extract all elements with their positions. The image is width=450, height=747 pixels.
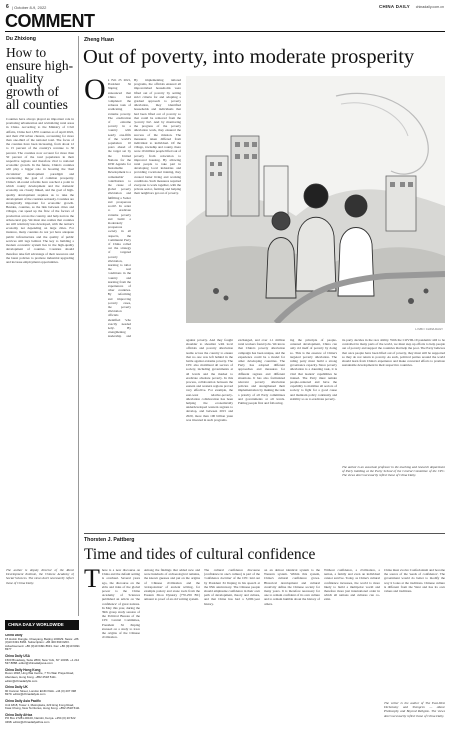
main-article-col-3: against poverty. And they fought shoulder to shoulder with local officials and poverty alleviation teams across the country to ensure that no one was left behind in the battle against extreme poverty. The CPC also mobilized all sectors of society, including governments at all levels and the market to eradicate absolute poverty. In this process, collaboration between the eastern and western regions proved very effective. For example, the east-west relative-poverty-alleviation collaboration has been helping the economically underdeveloped western regions to develop, and between 2015 and 2020, more than 100 billion yuan was invested in such programs.	[186, 338, 233, 422]
footer-brand: CHINA DAILY WORLDWIDE	[8, 622, 64, 627]
office-name: China Daily Asia Pacific	[5, 698, 42, 703]
paper-name: CHINA DAILY	[378, 4, 410, 9]
office-text: 15 Huixin Dongjie, Chaoyang, Beijing 100029. News: +86 (0)10 6491 8366. Subscription: +86 400 699 0203. Advertisement: +86 (0)10 6491 8631. Fax: +86 (0)10 6491 8377	[5, 636, 80, 652]
office-name: China Daily Hong Kong	[5, 667, 41, 672]
footer-office	[5, 655, 80, 666]
section-title: COMMENT	[5, 11, 95, 31]
second-article-bio: The writer is the author of The East-West Dichotomy and Shengren — Above Philosophy and Beyond Religion. The views don't necessarily reflect those of China Daily.	[384, 701, 445, 718]
footer-banner	[5, 620, 79, 630]
left-article-author: Du Zhixiong	[6, 36, 36, 42]
second-article-col-4: on an almost identical system to the Western system. Within this system, China's cultural confidence grows. Historical development and cultural creativity define the Chinese society for many years. It is therefore necessary for one to remain confident of its own culture and to remain humble about the history of others.	[264, 568, 320, 606]
second-article-text-6: China must evolve Confucianism and become the source of the 'seeds of confidence'. The government would do better to modify the way it looks at the traditions. Chinese culture is different from the West and has its own values and traditions.	[384, 568, 445, 594]
office-name: China Daily Africa	[5, 712, 33, 717]
second-article-col-5: Without confidence, a civilization, a nation, a family and even an individual cannot survive. Today, as China's cultural confidence increases, the world is more likely to build a multipolar world and therefore more just international order in which all nations and cultures can co-exist.	[324, 568, 380, 602]
main-article-dropcap: O	[84, 78, 106, 106]
main-article-col-1b	[84, 338, 181, 521]
office-text: 1500 Broadway, Suite 2800, New York, NY 10036. +1 212 537 8888. editor@chinadailyusa.com	[5, 657, 80, 666]
left-article-headline: How to ensure high-quality growth of all counties	[6, 45, 74, 112]
second-article-col-3: The cultural confidence discourse (confidence in one's culture) is part of the 'confidence doctrine' of the CPC laid out by President Xi Jinping in his speech at the 95th anniversary. The Chinese people should emphasize confidence in their own path of development, theory and culture, and that China has had a 5,000-year history.	[204, 568, 260, 606]
main-article-col-5: ing the principle of people-centered development, China can only rid itself of poverty by doing so. This is the essence of China's targeted poverty alleviation. The ruling party must build a strong governance capacity. Since poverty alleviation is a daunting task, it is vital that leaders' capabilities be trained. The Party must remain people-centered and have the capability to mobilize all sectors of society to fight for a good cause and maintain policy continuity and stability so as to eradicate poverty.	[290, 338, 337, 401]
masthead-date: | October 8-9, 2022	[12, 4, 47, 10]
left-article	[6, 36, 74, 614]
second-article-rule	[84, 533, 445, 534]
second-article-headline: Time and tides of cultural confidence	[84, 546, 316, 563]
main-article-col-4: exchanged, and over 1.1 million rural workers found jobs. We know that China's poverty alleviation campaign has been unique, and the experience could be a model for other developing countries. The Party has adopted different approaches and measures for different regions and different situations. It has also formulated relevant poverty alleviation policies and strengthened their implementation by making the task a priority of all Party committees and governments at all levels. Putting people first and following.	[238, 338, 285, 406]
footer-office	[5, 714, 80, 725]
office-text: 90 Cannon Street, London EC4N 6HA. +44 (0) 207 398 8270. editor@chinadailyuk.com	[5, 688, 76, 697]
second-article-col-6	[384, 568, 445, 743]
page-number: 6	[6, 4, 9, 10]
footer-office	[5, 634, 80, 652]
left-article-body: Counties have always played an important role in promoting urbanization and revitalizing rural areas in China. According to the Ministry of Civil Affairs, China had 1,870 counties as of April 2022, and their 250 urban clusters, accounting for more than one-third of the national total. The focus of the counties have been increasing, from about 12 to 15 percent of the country's revenue to 30 percent. The counties now account for more than 50 percent of the total population in their respective regions and therefore vital to national economic growth. In the future, China's counties will play a bigger role in boosting the 'dual circulation' development paradigm and accelerating the goal of common prosperity. China's all-round reforms have reached a point in which county development and the domestic economy are closely linked, and the goal of high-quality development requires us to take the development of the counties seriously. Counties are strategically important for economic growth. Besides, counties, as the link between cities and villages, can speed up the flow of the factors of production across the country, and help narrow the urban-rural gap. We must also realize that counties are still relatively less developed, with the nation's economy not depending on large cities. For instance, many counties do not yet have adequate public infrastructure and the quality of public services still lags behind. The key to building a modern economic system lies in the high-quality development of counties. Counties should therefore take full advantage of their resources and the latest policies to promote industrial upgrading and increase employment opportunities.	[6, 117, 74, 264]
second-article-col-1	[84, 568, 140, 743]
main-article-col-2: By implementing tailored programs, the officials ensured all impoverished households were lifted out of poverty by setting strict criteria for and adopting a gradual approach to poverty alleviation, they identified households and individuals that had been lifted out of poverty so that could be removed from the 'poverty list'. And by monitoring the progress of the poverty alleviation work, they ensured the success of the mission. The measures taken differed from individual to individual. Of the village, township and county, there were 10 million people lifted out of poverty from relocation to improved housing. By allowing rural people to take part in developing local industries and providing vocational training, they created better living and working conditions. Such measures required everyone to work together, with the private sector, farming and helping their neighbors get out of poverty.	[134, 78, 181, 196]
office-text: PO Box 27281-00100, Nairobi, Kenya. +254 (0) 20 522 3498. editor@chinadailyafrica.com	[5, 716, 76, 724]
main-article-text-1: n Feb 25 2021, President Xi Jinping announced that China had completed the arduous task of eradicating extreme poverty. The eradication of extreme poverty in a country with nearly one-fifth of the world's population 10 years ahead of the target set by the United Nations for the 2030 Agenda for Sustainable Development is a 'remarkable' contribution to the cause of global poverty alleviation and fulfilling a 'better and prosperous world'. In order to eradicate extreme poverty and build a moderately prosperous society in all respects, the Communist Party of China rolled out the strategy of targeted poverty alleviation, learning to tailor the real conditions in the country and learning from the experiences of other countries. By reforming and improving poverty cases, the poverty alleviation officials identified 'who exactly needed help'. By strengthening leadership and	[107, 78, 131, 338]
second-article-author: Thorsten J. Pattberg	[84, 537, 135, 543]
masthead-url[interactable]: chinadaily.com.cn	[415, 4, 444, 9]
second-article-col-2: Among the findings that added new and were hundreds of archaeological remains, the known guesses and put on the origins of Chinese civilization and the 'extrapolation' of ancient writing, for example pottery and stone tools from the Eastern Zhou Dynasty (770-256 BC) amount to proof of an old writing system.	[144, 568, 200, 602]
footer-office	[5, 700, 80, 711]
column-divider	[78, 36, 79, 616]
footer-office	[5, 686, 80, 697]
footer-offices	[5, 634, 80, 742]
office-text: Unit 1818, Tower 1, Metroplaza, 223 Hing Fong Road, Kwai Chung, New Territories, Hong Kong. +852 2518 5111	[5, 702, 80, 711]
office-name: China Daily USA	[5, 653, 30, 658]
section-rule	[5, 31, 445, 32]
main-article-col-6	[342, 338, 445, 521]
second-article-dropcap: T	[84, 568, 100, 593]
main-article-author: Zheng Huan	[84, 37, 114, 43]
illustration-credit: LI MIN / CHINA DAILY	[415, 327, 443, 331]
village-illustration	[186, 76, 445, 323]
footer-office	[5, 669, 80, 683]
office-name: China Daily UK	[5, 685, 28, 690]
left-article-bio: The author is deputy director of the Rural Development Institute, the Chinese Academy of Social Sciences. The views don't necessarily reflect those of China Daily.	[6, 568, 74, 585]
office-text: Room 1818, Hing Wai Centre, 7 Tin Wan Praya Road, Aberdeen, Hong Kong. +852 2518 5111. editor@chinadailyhk.com	[5, 671, 75, 683]
main-article-text-6: tia party decides in the race ability. With the COVID-19 pandemic still to be controlled in many parts of the world, we must step up efforts to help people out of poverty and support the countries that help the poor. The Party believes that once people have been lifted out of poverty, they must still be supported so they do not return to poverty. As such, political parties around the world should learn from China's experience and make concerted efforts to promote sustainable development in their respective countries.	[342, 338, 445, 368]
office-name: China Daily	[5, 634, 23, 637]
second-article-text-1: here is a new discourse on China and the default setting is overhaul. Several years ago, the discourse on the ebbs and tides of the global power to the China Academy of Sciences published an article on 'the confidence' of great nations. In May this year, during the 39th group study session of the Political Bureau of the CPC Central Committee, President Xi Jinping stressed on a study to trace the origins of the Chinese civilization.	[101, 568, 140, 640]
main-article-col-1	[84, 78, 131, 338]
illustration	[186, 76, 445, 331]
main-article-headline: Out of poverty, into moderate prosperity	[83, 46, 415, 68]
main-article-bio: The author is an associate professor in the teaching and research department of Party building at the Party School of the Central Committee of the CPC. The views don't necessarily reflect those of China Daily.	[342, 465, 445, 478]
